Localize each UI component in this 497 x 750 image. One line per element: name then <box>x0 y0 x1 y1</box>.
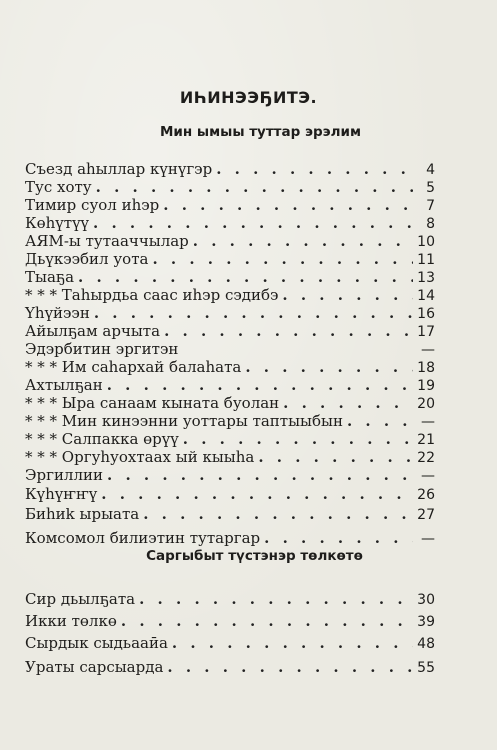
dot-leader <box>101 485 413 503</box>
dot-leader <box>172 634 413 652</box>
dot-leader <box>139 590 413 608</box>
entry-page: 10 <box>417 234 435 250</box>
toc-entry <box>25 286 435 304</box>
toc-entry <box>25 214 435 232</box>
entry-title: Ахтылҕан <box>25 376 103 394</box>
dot-leader <box>258 448 413 466</box>
entry-title: * * * Оргуһуохтаах ый кыыһа <box>25 448 255 466</box>
toc-entry <box>25 658 435 676</box>
toc-entry <box>25 394 435 412</box>
entry-title: Эргиллии <box>25 466 103 484</box>
entry-title: Сырдык сыдьааӣа <box>25 634 168 652</box>
toc-entry <box>25 376 435 394</box>
entry-title: * * * Салпакка өрүү <box>25 430 179 448</box>
entry-title: * * * Таһырдьа саас иһэр сэдибэ <box>25 286 279 304</box>
entry-title: АЯМ-ы тутааччылар <box>25 232 189 250</box>
entry-title: Тимир суол иһэр <box>25 196 160 214</box>
entry-title: * * * Мин кинээнни уоттары таптыыбын <box>25 412 343 430</box>
entry-page: 20 <box>417 396 435 412</box>
entry-page: 39 <box>417 614 435 630</box>
dot-leader <box>143 505 413 523</box>
toc-entry <box>25 448 435 466</box>
page-title: ИҺИНЭЭҔИТЭ. <box>179 88 318 107</box>
dot-leader <box>93 214 413 232</box>
entry-title: Икки төлкө <box>25 612 117 630</box>
toc-entry <box>25 340 435 358</box>
toc-entry <box>25 322 435 340</box>
toc-entry <box>25 529 435 547</box>
toc-entry <box>25 250 435 268</box>
entry-page: — <box>421 468 435 484</box>
entry-title: Комсомол билиэтин тутаргар <box>25 529 261 547</box>
entry-title: Ураты сарсыарда <box>25 658 164 676</box>
dot-leader <box>164 322 413 340</box>
entry-page: 14 <box>417 288 435 304</box>
entry-page: 11 <box>417 252 435 268</box>
entry-page: 4 <box>426 162 435 178</box>
toc-entry <box>25 430 435 448</box>
entry-page: 18 <box>417 360 435 376</box>
entry-page: 5 <box>426 180 435 196</box>
entry-title: Тус хоту <box>25 178 92 196</box>
entry-page: 26 <box>417 487 435 503</box>
dot-leader <box>107 376 413 394</box>
entry-page: 55 <box>417 660 435 676</box>
toc-entry <box>25 160 435 178</box>
entry-page: 17 <box>417 324 435 340</box>
entry-title: Дьүкээбил уота <box>25 250 149 268</box>
section-heading-2: Саргыбыт түстэнэр төлкөтө <box>146 548 363 564</box>
entry-title: Сир дьылҕата <box>25 590 136 608</box>
dot-leader <box>193 232 413 250</box>
entry-title: Көһүтүү <box>25 214 90 232</box>
entry-title: Съезд аһыллар күнүгэр <box>25 160 213 178</box>
toc-entry <box>25 232 435 250</box>
entry-title: * * * Ыра санаам кыната буолан <box>25 394 280 412</box>
toc-entry <box>25 590 435 608</box>
dot-leader <box>163 196 413 214</box>
dot-leader <box>152 250 413 268</box>
entry-page: 48 <box>417 636 435 652</box>
entry-title: Тыаҕа <box>25 268 75 286</box>
entry-page: 21 <box>417 432 435 448</box>
toc-entry <box>25 634 435 652</box>
entry-page: 22 <box>417 450 435 466</box>
entry-title: Биһиk ырыата <box>25 505 140 523</box>
toc-entry <box>25 268 435 286</box>
dot-leader <box>121 612 413 630</box>
entry-page: 27 <box>417 507 435 523</box>
toc-entry <box>25 466 435 484</box>
toc-entry <box>25 412 435 430</box>
entry-title: Эдэрбитин эргитэн <box>25 340 179 358</box>
entry-page: 30 <box>417 592 435 608</box>
toc-entry <box>25 358 435 376</box>
toc-entry <box>25 304 435 322</box>
entry-page: 13 <box>417 270 435 286</box>
section-heading-1: Мин ымыы туттар эрэлим <box>159 124 362 140</box>
dot-leader <box>167 658 413 676</box>
dot-leader <box>216 160 413 178</box>
dot-leader <box>282 286 413 304</box>
toc-entry <box>25 485 435 503</box>
entry-page: — <box>421 342 435 358</box>
dot-leader <box>96 178 413 196</box>
toc-entry <box>25 505 435 523</box>
dot-leader <box>264 529 413 547</box>
entry-page: 19 <box>417 378 435 394</box>
dot-leader <box>107 466 413 484</box>
dot-leader <box>283 394 413 412</box>
toc-entry <box>25 196 435 214</box>
dot-leader <box>94 304 413 322</box>
entry-title: Күһүҥҥү <box>25 485 98 503</box>
dot-leader <box>183 430 413 448</box>
entry-title: Айылҕам арчыта <box>25 322 161 340</box>
entry-page: — <box>421 531 435 547</box>
dot-leader <box>245 358 413 376</box>
entry-title: * * * Им саһархай балаһата <box>25 358 242 376</box>
toc-entry <box>25 178 435 196</box>
toc-entry <box>25 612 435 630</box>
entry-page: 7 <box>426 198 435 214</box>
dot-leader <box>347 412 413 430</box>
entry-page: — <box>421 414 435 430</box>
entry-title: Үһүйээн <box>25 304 90 322</box>
dot-leader <box>78 268 413 286</box>
entry-page: 16 <box>417 306 435 322</box>
entry-page: 8 <box>426 216 435 232</box>
